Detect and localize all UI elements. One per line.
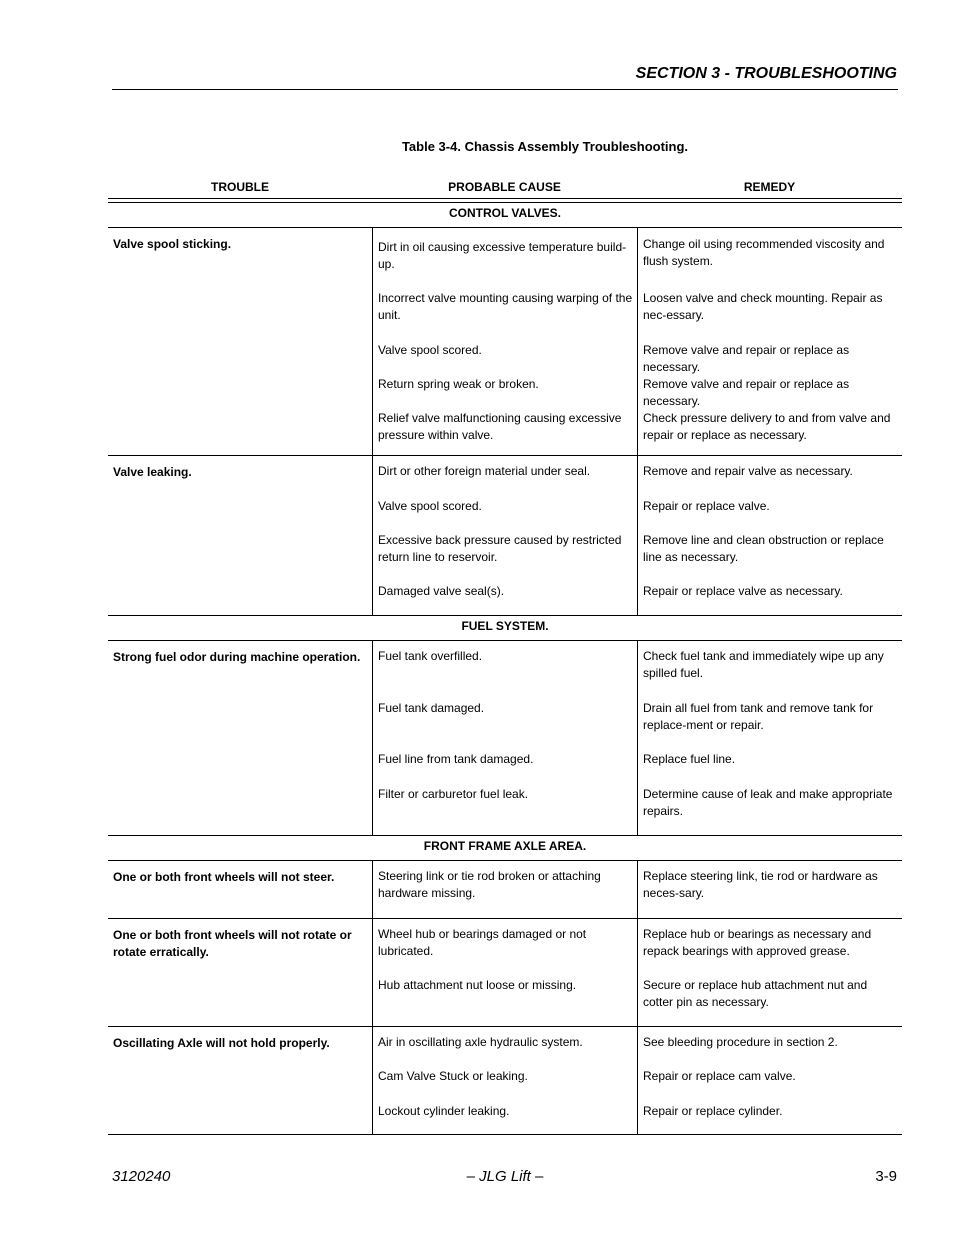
table-row [108, 228, 902, 456]
remedy-text: Secure or replace hub attachment nut and cotter pin as necessary. [643, 978, 868, 1009]
footer-center-text: – JLG Lift – [466, 1168, 544, 1185]
table-row [108, 1027, 902, 1135]
probable-cause-text: Lockout cylinder leaking. [378, 1104, 510, 1118]
remedy-text: Drain all fuel from tank and remove tank for replace-ment or repair. [643, 701, 874, 732]
probable-cause-text: Relief valve malfunctioning causing excessive pressure within valve. [378, 411, 622, 442]
probable-cause-text: Dirt or other foreign material under seal. [378, 464, 591, 478]
table-row [108, 641, 902, 836]
remedy-text: Repair or replace cylinder. [643, 1104, 783, 1118]
probable-cause-text: Hub attachment nut loose or missing. [378, 978, 577, 992]
probable-cause-cell [372, 1027, 637, 1134]
remedy-text: Loosen valve and check mounting. Repair as nec-essary. [643, 291, 883, 322]
remedy-text: Check fuel tank and immediately wipe up any spilled fuel. [643, 649, 884, 680]
header-rule [112, 89, 898, 90]
probable-cause-cell [372, 919, 637, 1026]
remedy-text: Replace hub or bearings as necessary and repack bearings with approved grease. [643, 927, 872, 958]
remedy-text: Replace steering link, tie rod or hardware as neces-sary. [643, 869, 878, 900]
section-heading-row: FRONT FRAME AXLE AREA. [108, 836, 902, 861]
trouble-cell: Valve leaking. [113, 465, 192, 479]
remedy-text: See bleeding procedure in section 2. [643, 1035, 838, 1049]
remedy-cell [637, 456, 902, 615]
trouble-cell: One or both front wheels will not rotate or rotate erratically. [113, 928, 352, 959]
probable-cause-text: Wheel hub or bearings damaged or not lubricated. [378, 927, 587, 958]
probable-cause-text: Dirt in oil causing excessive temperature build-up. [378, 240, 627, 271]
remedy-text: Replace fuel line. [643, 752, 736, 766]
column-headers [108, 180, 902, 198]
remedy-text: Change oil using recommended viscosity and flush system. [643, 237, 885, 268]
remedy-text: Determine cause of leak and make appropriate repairs. [643, 787, 893, 818]
probable-cause-text: Filter or carburetor fuel leak. [378, 787, 529, 801]
probable-cause-text: Excessive back pressure caused by restricted return line to reservoir. [378, 533, 622, 564]
probable-cause-text: Steering link or tie rod broken or attaching hardware missing. [378, 869, 601, 900]
remedy-text: Remove and repair valve as necessary. [643, 464, 853, 478]
remedy-text: Repair or replace valve. [643, 499, 770, 513]
probable-cause-text: Fuel tank overfilled. [378, 649, 483, 663]
remedy-cell [637, 861, 902, 918]
table-row [108, 919, 902, 1027]
remedy-cell [637, 641, 902, 835]
footer-page-number: 3-9 [875, 1168, 897, 1185]
trouble-cell: Valve spool sticking. [113, 237, 232, 251]
table-row [108, 861, 902, 919]
column-header-probable-cause: PROBABLE CAUSE [448, 180, 561, 194]
probable-cause-text: Return spring weak or broken. [378, 377, 539, 391]
remedy-text: Remove line and clean obstruction or replace line as necessary. [643, 533, 884, 564]
remedy-cell [637, 1027, 902, 1134]
trouble-cell: Oscillating Axle will not hold properly. [113, 1036, 330, 1050]
remedy-cell [637, 919, 902, 1026]
troubleshooting-table [108, 203, 902, 1135]
table-caption: Table 3-4. Chassis Assembly Troubleshooting. [401, 139, 689, 154]
table-row [108, 456, 902, 616]
probable-cause-text: Cam Valve Stuck or leaking. [378, 1069, 528, 1083]
probable-cause-cell [372, 861, 637, 918]
probable-cause-text: Valve spool scored. [378, 499, 482, 513]
column-header-trouble: TROUBLE [211, 180, 269, 194]
section-heading-row: FUEL SYSTEM. [108, 616, 902, 641]
remedy-cell [637, 228, 902, 455]
remedy-text: Repair or replace valve as necessary. [643, 584, 843, 598]
probable-cause-cell [372, 456, 637, 615]
section-header-title: SECTION 3 - TROUBLESHOOTING [635, 65, 897, 82]
remedy-text: Remove valve and repair or replace as necessary. [643, 343, 850, 374]
probable-cause-cell [372, 228, 637, 455]
probable-cause-text: Incorrect valve mounting causing warping of the unit. [378, 291, 633, 322]
remedy-text: Repair or replace cam valve. [643, 1069, 796, 1083]
remedy-text: Check pressure delivery to and from valve and repair or replace as necessary. [643, 411, 891, 442]
remedy-text: Remove valve and repair or replace as necessary. [643, 377, 850, 408]
probable-cause-text: Fuel line from tank damaged. [378, 752, 534, 766]
probable-cause-text: Fuel tank damaged. [378, 701, 485, 715]
probable-cause-text: Air in oscillating axle hydraulic system. [378, 1035, 583, 1049]
probable-cause-text: Damaged valve seal(s). [378, 584, 505, 598]
column-header-remedy: REMEDY [743, 180, 796, 194]
trouble-cell: Strong fuel odor during machine operation. [113, 650, 361, 664]
footer-doc-number: 3120240 [112, 1168, 171, 1185]
probable-cause-text: Valve spool scored. [378, 343, 482, 357]
probable-cause-cell [372, 641, 637, 835]
trouble-cell: One or both front wheels will not steer. [113, 870, 335, 884]
section-heading-row: CONTROL VALVES. [108, 203, 902, 228]
